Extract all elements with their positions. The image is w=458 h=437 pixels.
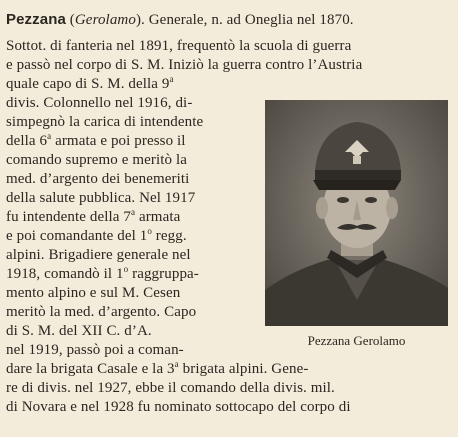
portrait-illustration	[265, 100, 448, 326]
portrait-photo	[265, 100, 448, 326]
entry-line-3: e passò nel corpo di S. M. Iniziò la guerra contro l’Austria	[6, 57, 363, 73]
entry-line-9: med. d’argento dei benemeriti	[6, 171, 190, 187]
entry-line-6: simpegnò la carica di intendente	[6, 114, 204, 130]
entry-line-20: re di divis. nel 1927, ebbe il comando della divis. mil.	[6, 380, 335, 396]
entry-line-12: e poi comandante del 1$^o$ regg.	[6, 226, 187, 244]
entry-line-1: Pezzana (Gerolamo). Generale, n. ad Oneglia nel 1870.	[6, 11, 354, 28]
entry-line-18: nel 1919, passò poi a coman-	[6, 342, 184, 358]
entry-line-21: di Novara e nel 1928 fu nominato sottocapo del corpo di	[6, 399, 351, 415]
entry-line-5: divis. Colonnello nel 1916, di-	[6, 95, 193, 111]
entry-line-14: 1918, comandò il 1$^o$ raggruppa-	[6, 264, 199, 282]
entry-firstname: Gerolamo	[74, 12, 136, 28]
entry-surname: Pezzana	[6, 11, 66, 28]
entry-line-4: quale capo di S. M. della 9$^a$	[6, 74, 174, 92]
entry-line-2: Sottot. di fanteria nel 1891, frequentò la scuola di guerra	[6, 38, 352, 54]
entry-line-11: fu intendente della 7$^a$ armata	[6, 207, 181, 225]
entry-line-13: alpini. Brigadiere generale nel	[6, 247, 191, 263]
entry-line-19: dare la brigata Casale e la 3$^a$ brigata alpini. Gene-	[6, 359, 309, 377]
entry-line-7: della 6$^a$ armata e poi presso il	[6, 131, 186, 149]
entry-line-16: meritò la med. d’argento. Capo	[6, 304, 197, 320]
entry-line-8: comando supremo e meritò la	[6, 152, 187, 168]
entry-line-17: di S. M. del XII C. d’A.	[6, 323, 152, 339]
photo-caption: Pezzana Gerolamo	[307, 333, 406, 348]
entry-line-15: mento alpino e sul M. Cesen	[6, 285, 181, 301]
entry-line-10: della salute pubblica. Nel 1917	[6, 190, 196, 206]
